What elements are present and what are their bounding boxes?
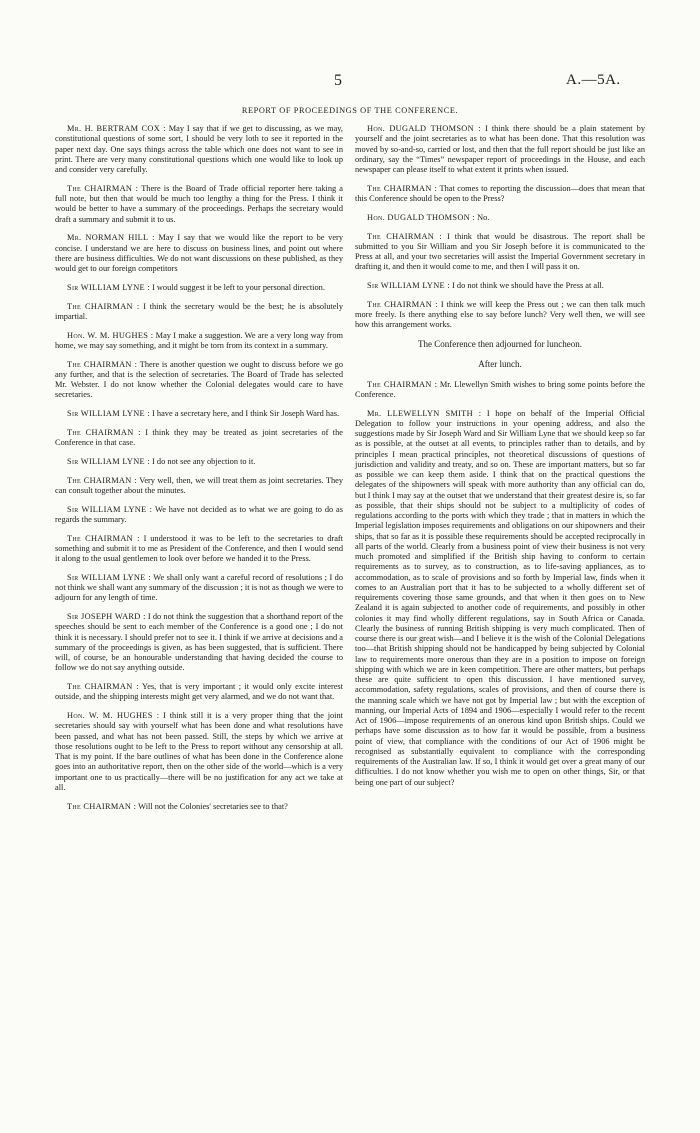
speaker-name: Sir WILLIAM LYNE : [367, 281, 450, 290]
speech-text: I do not think we should have the Press at all. [452, 281, 604, 290]
speech-text: We shall only want a careful record of resolutions ; I do not think we shall want any summary of the discussion ; it is not as though we were to adjourn for any length of time. [55, 572, 344, 603]
speaker-name: Hon. W. M. HUGHES : [67, 711, 160, 720]
transcript-paragraph [55, 233, 343, 274]
speech-text: I would suggest it be left to your personal direction. [152, 282, 325, 292]
transcript-paragraph [355, 184, 645, 205]
transcript-paragraph [355, 359, 645, 369]
speech-text: There is another question we ought to discuss before we go any further, and that is the selection of secretaries. The Board of Trade has selected Mr. Webster. I do not know whether the Colonial delegates would care to have secretaries. [55, 359, 344, 400]
speaker-name: Sir WILLIAM LYNE : [67, 409, 150, 418]
speech-text: I understood it was to be left to the secretaries to draft something and submit it to me as President of the Conference, and then I would send it along to the usual gentlemen to look over before we handed it to the Press. [55, 533, 344, 563]
speech-text: I think the secretary would be the best; he is absolutely impartial. [55, 301, 344, 321]
speaker-name: Mr. LLEWELLYN SMITH : [367, 408, 482, 418]
speech-text: I think we will keep the Press out ; we can then talk much more freely. Is there anything else to say before lunch? Very well then, we will see how this arrangement works. [355, 299, 646, 330]
transcript-paragraph [355, 339, 645, 349]
transcript-paragraph [55, 457, 343, 467]
transcript-paragraph [55, 505, 343, 526]
transcript-paragraph [55, 682, 343, 703]
transcript-paragraph [355, 213, 645, 223]
transcript-paragraph [355, 300, 645, 331]
speaker-name: The CHAIRMAN : [367, 183, 438, 193]
speaker-name: The CHAIRMAN : [67, 682, 139, 691]
speech-text: We have not decided as to what we are going to do as regards the summary. [55, 504, 343, 524]
speech-text: No. [477, 212, 490, 222]
speech-text: Will not the Colonies' secretaries see to that? [138, 801, 288, 811]
report-title: REPORT OF PROCEEDINGS OF THE CONFERENCE. [241, 106, 459, 115]
transcript-paragraph [55, 428, 343, 449]
transcript-paragraph [355, 409, 645, 788]
transcript-paragraph [55, 302, 343, 323]
speech-text: Mr. Llewellyn Smith wishes to bring some points before the Conference. [355, 379, 645, 399]
speech-text: I think that would be disastrous. The report shall be submitted to you Sir William and you Sir Joseph before it is communicated to the Press at all, and your two secretaries will assist the Imperial Government secretary in drafting it, and then it would come to me, and then I will pass it on. [355, 231, 645, 272]
speech-text: I hope on behalf of the Imperial Official Delegation to follow your instructions in your opening address, and also the suggestions made by Sir Joseph Ward and Sir William Lyne that we should keep so far as is possible, at the outset at all events, to principles rather than to details, and by principles I mean practical principles, not theoretical discussions of questions of jurisdiction and validity and treaty, and so on. These are important matters, but so far as possible we can keep them aside. I think that on the practical questions the delegates of the shipowners will speak with more authority than any official can do, but I think I may say at the outset that we understand that their greatest desire is, so far as possible, that their ships should not be subject to a multiplicity of codes of regulations according to the ports with which they trade ; that in matters in which the Imperial legislation imposes requirements and obligations on our shipowners and their ships, that so far as it is possible these requirements should be accepted reciprocally in all parts of the world. Clearly from a business point of view their business is not very much promoted and simplified if the British ship having to conform to certain requirements as to survey, as to construction, as to life-saving appliances, as to accommodation, as to scale of provisions and so forth by Imperial law, finds when it comes to an Australian port that it has to be subjected to a wholly different set of requirements covering those same grounds, and that when it then goes on to New Zealand it is again subjected to another code of requirements, and possibly in other colonies it may find wholly different regulations, say in South Africa or Canada. Clearly the business of running British shipping is very much complicated. Then of course there is our great wish—and I believe it is the wish of the Colonial Delegations too—that British shipping should not be handicapped by being subjected by Colonial law to requirements more onerous than they are in a position to impose on foreign shipping with which we are in keen competition. There are other matters, but perhaps these are quite sufficient to open this discussion. I have mentioned survey, accommodation, safety regulations, scales of provisions, and then of course there is the manning scale which we have not got by Imperial law ; but with the exception of manning, our Imperial Acts of 1894 and 1906—especially I would refer to the recent Act of 1906—impose requirements of an onerous kind upon British ships. Could we perhaps have some discussion as to how far it would be possible, from a business point of view, that compliance with the conditions of our Act of 1906 might be recognised as substantially equivalent to compliance with the corresponding requirements of the Australian law. If so, I think it would get over a great many of our difficulties. I do not know whether you wish me to open on other things, Sir, or that being one part of our subject? [355, 408, 645, 787]
speech-text: There is the Board of Trade official reporter here taking a full note, but then that would be much too lengthy a thing for the Press. I think it would be better to have a summary of the proceedings. Perhaps the secretary would draft a summary and submit it to us. [55, 183, 344, 224]
page-number: 5 [334, 72, 342, 89]
transcript-paragraph [55, 331, 343, 352]
transcript-paragraph [55, 184, 343, 225]
transcript-paragraph [55, 124, 343, 175]
speaker-name: The CHAIRMAN : [67, 533, 140, 543]
speaker-name: Sir WILLIAM LYNE : [67, 504, 153, 514]
speech-text: I think still it is a very proper thing that the joint secretaries should say with yourself what has been done and what resolutions have been passed, and what has not been passed. Still, the steps by which we arrive at those resolutions ought to be left to the Press to report without any censorship at all. That is my point. If the bare outlines of what has been done in the Conference alone goes into an authoritative report, then on the other side of the world—which is a very important one to us practically—there will be no justification for any act we take at all. [55, 711, 343, 792]
speech-text: May I say that if we get to discussing, as we may, constitutional questions of some sort, I should be very loth to see it reported in the paper next day. One says things across the table which one does not want to see in print. There are very many constitutional questions which one would like to look up and consider very carefully. [55, 124, 343, 174]
speech-text: Very well, then, we will treat them as joint secretaries. They can consult together about the minutes. [55, 475, 344, 495]
transcript-paragraph [355, 124, 645, 175]
speaker-name: The CHAIRMAN : [367, 379, 438, 389]
speech-text: I do not think the suggestion that a shorthand report of the speeches should be sent to each member of the Conference is a good one ; I do not think it is necessary. I should prefer not to see it. I think if we arrive at decisions and a summary of the proceedings is given, as has been suggested, that is sufficient. There will, of course, be an honourable understanding that having decided the course to follow we do not say anything outside. [55, 612, 343, 673]
speech-text: That comes to reporting the discussion—does that mean that this Conference should be open to the Press? [355, 183, 646, 203]
transcript-paragraph [355, 232, 645, 273]
speech-text: I think they may be treated as joint secretaries of the Conference in that case. [55, 427, 343, 447]
transcript-paragraph [55, 802, 343, 812]
speech-text: Yes, that is very important ; it would only excite interest outside, and the shipping interests might get very alarmed, and we do not want that. [55, 682, 343, 702]
speaker-name: Mr. NORMAN HILL : [67, 233, 155, 243]
speaker-name: The CHAIRMAN : [67, 183, 139, 193]
transcript-paragraph [55, 612, 343, 674]
speech-text: May I make a suggestion. We are a very long way from home, we may say something, and it might be torn from its context in a summary. [55, 330, 343, 350]
transcript-paragraph [355, 380, 645, 401]
speech-text: After lunch. [478, 359, 522, 370]
transcript-paragraph [55, 360, 343, 401]
page-reference: A.—5A. [566, 72, 621, 88]
transcript-paragraph [55, 534, 343, 565]
transcript-paragraph [55, 711, 343, 793]
speaker-name: Sir WILLIAM LYNE : [67, 572, 151, 582]
left-column [55, 124, 343, 820]
speaker-name: Hon. DUGALD THOMSON : [367, 212, 475, 222]
speaker-name: The CHAIRMAN : [67, 475, 137, 485]
speaker-name: Mr. H. BERTRAM COX : [67, 124, 166, 133]
transcript-paragraph [355, 281, 645, 291]
transcript-paragraph [55, 283, 343, 293]
speech-text: I have a secretary here, and I think Sir Joseph Ward has. [152, 409, 340, 418]
speaker-name: The CHAIRMAN : [67, 359, 138, 369]
speaker-name: Sir JOSEPH WARD : [67, 612, 146, 621]
speaker-name: Sir WILLIAM LYNE : [67, 282, 150, 292]
speaker-name: Hon. DUGALD THOMSON : [367, 124, 481, 133]
transcript-paragraph [55, 409, 343, 419]
speech-text: May I say that we would like the report to be very concise. I understand we are here to discuss on business lines, and point out where there are business difficulties. We do not want discussions on these published, as they would get to our foreign competitors [55, 233, 343, 273]
speech-text: I think there should be a plain statement by yourself and the joint secretaries as to what has been done. That this resolution was moved by so-and-so, carried or lost, and then that the full report should be just like an ordinary, say the “Times” newspaper report of proceedings in the House, and each newspaper can please itself to what extent it prints when issued. [355, 124, 645, 174]
speaker-name: Sir WILLIAM LYNE : [67, 456, 150, 466]
speech-text: I do not see any objection to it. [152, 456, 256, 466]
speaker-name: Hon. W. M. HUGHES : [67, 330, 154, 340]
right-column [355, 124, 645, 796]
transcript-paragraph [55, 476, 343, 497]
speaker-name: The CHAIRMAN : [367, 299, 438, 309]
transcript-paragraph [55, 573, 343, 604]
speech-text: The Conference then adjourned for luncheon. [418, 339, 582, 349]
speaker-name: The CHAIRMAN : [367, 231, 443, 241]
speaker-name: The CHAIRMAN : [67, 801, 137, 811]
speaker-name: The CHAIRMAN : [67, 427, 141, 437]
speaker-name: The CHAIRMAN : [67, 301, 140, 311]
